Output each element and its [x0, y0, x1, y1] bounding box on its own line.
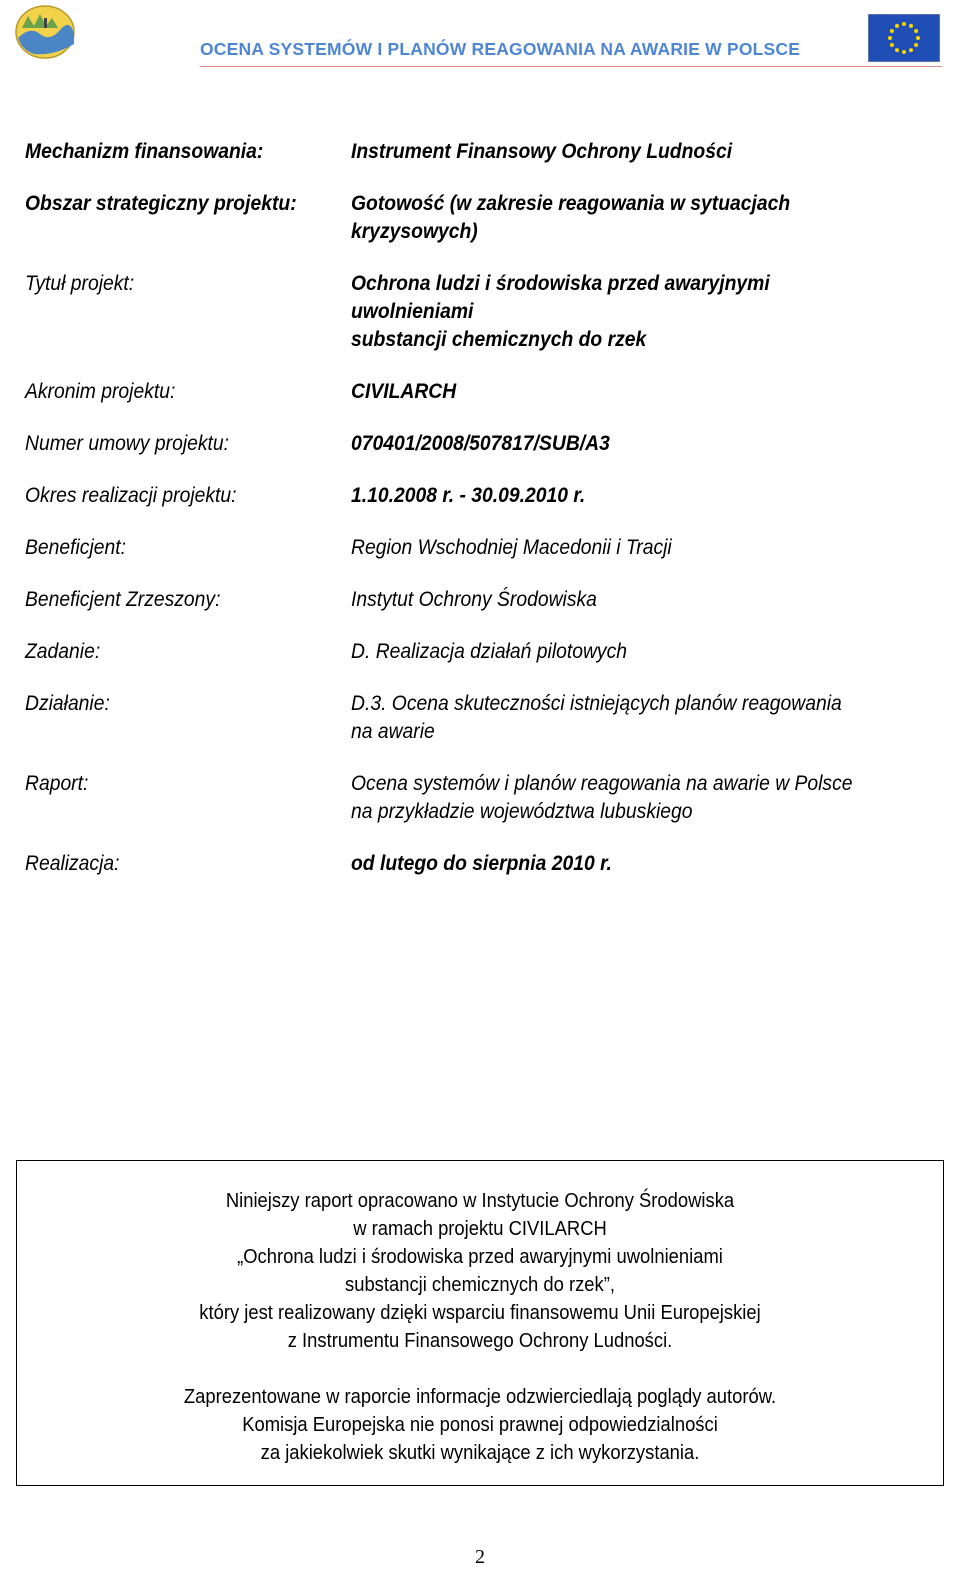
detail-row	[25, 850, 935, 878]
detail-value	[351, 138, 866, 166]
header-divider	[200, 66, 942, 67]
detail-label: Tytuł projekt:	[25, 272, 135, 295]
page-number: 2	[475, 1546, 485, 1568]
detail-row	[25, 378, 935, 406]
detail-value	[351, 430, 866, 458]
disclaimer-line: który jest realizowany dzięki wsparciu finansowemu Unii Europejskiej	[199, 1302, 761, 1324]
detail-row	[25, 190, 935, 246]
detail-row	[25, 770, 935, 826]
detail-value-line: na przykładzie województwa lubuskiego	[351, 800, 693, 823]
detail-value	[351, 482, 866, 510]
detail-value-line: Instytut Ochrony Środowiska	[351, 588, 597, 611]
detail-value-line: Gotowość (w zakresie reagowania w sytuacjach	[351, 192, 791, 215]
disclaimer-line: za jakiekolwiek skutki wynikające z ich wykorzystania.	[260, 1442, 700, 1464]
detail-label: Beneficjent:	[25, 536, 126, 559]
detail-value	[351, 534, 866, 562]
detail-row	[25, 690, 935, 746]
disclaimer-paragraph-1	[17, 1187, 943, 1355]
disclaimer-line: „Ochrona ludzi i środowiska przed awaryjnymi uwolnieniami	[237, 1246, 723, 1268]
detail-value-line: 1.10.2008 r. - 30.09.2010 r.	[351, 484, 586, 507]
detail-value-line: kryzysowych)	[351, 220, 478, 243]
detail-row	[25, 270, 935, 354]
disclaimer-paragraph-2	[17, 1383, 943, 1467]
detail-label: Akronim projektu:	[25, 380, 176, 403]
detail-value	[351, 850, 866, 878]
disclaimer-line: substancji chemicznych do rzek”,	[345, 1274, 615, 1296]
detail-value-line: Ocena systemów i planów reagowania na awarie w Polsce	[351, 772, 853, 795]
detail-label: Działanie:	[25, 692, 110, 715]
detail-value	[351, 270, 866, 354]
detail-value	[351, 586, 866, 614]
project-details	[25, 138, 935, 902]
detail-label: Realizacja:	[25, 852, 120, 875]
detail-value-line: Region Wschodniej Macedonii i Tracji	[351, 536, 672, 559]
detail-value	[351, 690, 866, 746]
detail-label: Mechanizm finansowania:	[25, 140, 264, 163]
detail-label: Numer umowy projektu:	[25, 432, 230, 455]
detail-value-line: 070401/2008/507817/SUB/A3	[351, 432, 610, 455]
detail-value-line: na awarie	[351, 720, 435, 743]
disclaimer-line: Komisja Europejska nie ponosi prawnej odpowiedzialności	[242, 1414, 718, 1436]
detail-label: Zadanie:	[25, 640, 101, 663]
detail-value-line: od lutego do sierpnia 2010 r.	[351, 852, 612, 875]
detail-row	[25, 138, 935, 166]
detail-value	[351, 770, 866, 826]
detail-value	[351, 378, 866, 406]
detail-row	[25, 638, 935, 666]
detail-label: Obszar strategiczny projektu:	[25, 192, 297, 215]
disclaimer-box	[16, 1160, 944, 1486]
detail-value	[351, 190, 866, 246]
detail-label: Beneficjent Zrzeszony:	[25, 588, 221, 611]
detail-row	[25, 482, 935, 510]
disclaimer-line: z Instrumentu Finansowego Ochrony Ludności.	[287, 1330, 673, 1352]
disclaimer-line: Niniejszy raport opracowano w Instytucie Ochrony Środowiska	[225, 1190, 735, 1212]
detail-value-line: Instrument Finansowy Ochrony Ludności	[351, 140, 733, 163]
detail-row	[25, 430, 935, 458]
detail-value-line: D. Realizacja działań pilotowych	[351, 640, 627, 663]
detail-value-line: Ochrona ludzi i środowiska przed awaryjnymi uwolnieniami	[351, 272, 770, 323]
detail-row	[25, 534, 935, 562]
page-header	[0, 0, 960, 72]
detail-value	[351, 638, 866, 666]
detail-value-line: D.3. Ocena skuteczności istniejących planów reagowania	[351, 692, 842, 715]
detail-label: Okres realizacji projektu:	[25, 484, 237, 507]
disclaimer-line: Zaprezentowane w raporcie informacje odzwierciedlają poglądy autorów.	[183, 1386, 777, 1408]
header-title: OCENA SYSTEMÓW I PLANÓW REAGOWANIA NA AWARIE W POLSCE	[200, 39, 801, 59]
detail-label: Raport:	[25, 772, 89, 795]
detail-value-line: CIVILARCH	[351, 380, 457, 403]
detail-row	[25, 586, 935, 614]
disclaimer-line: w ramach projektu CIVILARCH	[353, 1218, 607, 1240]
civilarch-logo-icon	[14, 4, 76, 60]
detail-value-line: substancji chemicznych do rzek	[351, 328, 647, 351]
eu-flag-icon	[868, 14, 940, 62]
